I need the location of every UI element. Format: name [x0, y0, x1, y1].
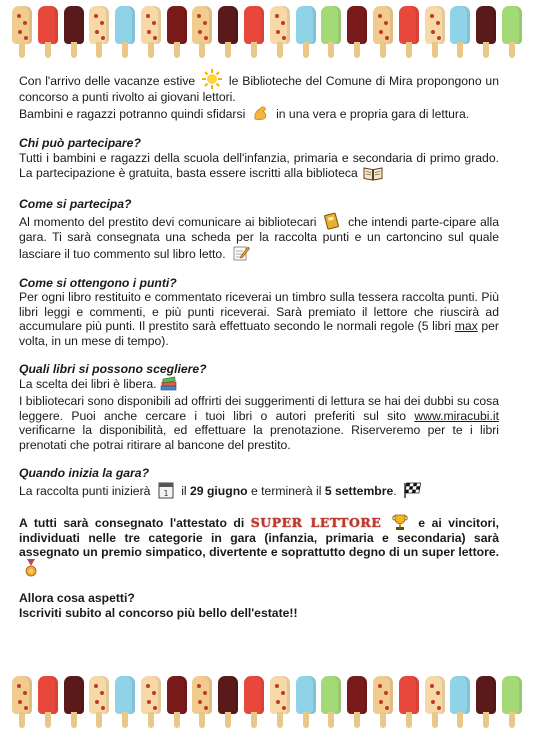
section-title-when: Quando inizia la gara? — [19, 466, 150, 481]
calendar-icon — [156, 481, 176, 499]
popsicle — [115, 676, 135, 730]
section-title-books: Quali libri si possono scegliere? — [19, 362, 207, 377]
popsicle — [218, 6, 238, 60]
section-how — [19, 212, 499, 262]
popsicle — [167, 6, 187, 60]
section-points-text-2: per volta, in un mese di tempo). — [19, 319, 499, 348]
flyer-body — [19, 68, 499, 620]
intro-paragraph-2 — [19, 104, 499, 122]
popsicle — [141, 6, 161, 60]
section-books — [19, 394, 499, 452]
section-when-text-1: La raccolta punti inizierà — [19, 483, 151, 498]
section-when-text-3: e terminerà il — [250, 483, 322, 498]
section-books-text-3: verificarne la disponibilità, ed effettuare la prenotazione. Riserveremo per te i libri prenotati che potrai ritirare al bancone del prestito. — [19, 423, 499, 452]
popsicle — [270, 676, 290, 730]
popsicle — [399, 6, 419, 60]
popsicle — [425, 676, 445, 730]
miracubi-link[interactable]: www.miracubi.it — [414, 408, 499, 423]
books-stack-icon — [159, 376, 179, 394]
popsicle — [347, 676, 367, 730]
chequered-flag-icon — [402, 481, 422, 499]
popsicle — [502, 676, 522, 730]
end-date: 5 settembre — [324, 483, 394, 498]
section-title-points: Come si ottengono i punti? — [19, 276, 177, 291]
popsicle-border-top — [12, 6, 522, 60]
popsicle — [192, 676, 212, 730]
popsicle — [450, 676, 470, 730]
section-title-who: Chi può partecipare? — [19, 136, 141, 151]
section-how-text-1: Al momento del prestito devi comunicare ai bibliotecari — [19, 214, 317, 229]
memo-icon — [231, 244, 251, 262]
open-book-icon — [363, 165, 383, 183]
start-date: 29 giugno — [190, 483, 248, 498]
popsicle — [244, 6, 264, 60]
super-lettore-title: SUPER LETTORE — [250, 514, 382, 530]
intro-text-3: Bambini e ragazzi potranno quindi sfidarsi — [19, 107, 246, 122]
popsicle-border-bottom — [12, 676, 522, 730]
notebook-icon — [322, 212, 342, 230]
popsicle — [64, 676, 84, 730]
popsicle — [141, 676, 161, 730]
popsicle — [12, 6, 32, 60]
popsicle — [296, 6, 316, 60]
intro-text-4: in una vera e propria gara di lettura. — [276, 107, 470, 122]
popsicle — [476, 676, 496, 730]
popsicle — [502, 6, 522, 60]
popsicle — [347, 6, 367, 60]
popsicle — [115, 6, 135, 60]
popsicle — [89, 6, 109, 60]
popsicle — [373, 676, 393, 730]
sun-icon — [201, 68, 223, 90]
closing-line-1: Allora cosa aspetti? — [19, 591, 135, 606]
popsicle — [38, 676, 58, 730]
section-books-text-2: I bibliotecari sono disponibili ad offrirti dei suggerimenti di lettura se hai dei dubbi su cosa leggere. Puoi anche cercare i tuoi libri o autori preferiti sul sito — [19, 394, 499, 423]
section-who-text: Tutti i bambini e ragazzi della scuola dell'infanzia, primaria e secondaria di primo grado. La partecipazione è gratuita, basta essere iscritti alla biblioteca — [19, 150, 499, 181]
section-title-how: Come si partecipa? — [19, 197, 132, 212]
popsicle — [373, 6, 393, 60]
trophy-icon — [390, 513, 410, 531]
popsicle — [399, 676, 419, 730]
section-how-text-2: che intendi parte-cipare alla gara. Ti sarà consegnata una scheda per la raccolta punti e un cartoncino sul quale lasciare il tuo commento sul libro letto. — [19, 214, 500, 262]
popsicle — [476, 6, 496, 60]
section-books-line1 — [19, 376, 499, 394]
popsicle — [218, 676, 238, 730]
award-text-2: e ai vincitori, individuati nelle tre categorie in gara (infanzia, primaria e secondaria) sarà assegnato un premio simpatico, divertente e soprattutto degno di un super lettore. — [19, 515, 500, 559]
popsicle — [192, 6, 212, 60]
intro-paragraph — [19, 68, 499, 104]
section-when-text-4: . — [393, 483, 397, 498]
popsicle — [167, 676, 187, 730]
popsicle — [450, 6, 470, 60]
intro-text-1: Con l'arrivo delle vacanze estive — [19, 74, 196, 88]
popsicle — [425, 6, 445, 60]
section-who — [19, 151, 499, 183]
section-when — [19, 481, 499, 499]
popsicle — [12, 676, 32, 730]
popsicle — [244, 676, 264, 730]
popsicle — [321, 676, 341, 730]
popsicle — [321, 6, 341, 60]
popsicle — [38, 6, 58, 60]
section-books-text-1: La scelta dei libri è libera. — [19, 377, 157, 392]
medal-icon — [21, 559, 41, 577]
popsicle — [89, 676, 109, 730]
section-when-text-2: il — [181, 483, 187, 498]
max-word: max — [454, 319, 478, 334]
award-paragraph — [19, 513, 499, 578]
popsicle — [296, 676, 316, 730]
intro-text-2: le Biblioteche del Comune di Mira propongono un concorso a punti rivolto ai giovani lettori. — [19, 74, 499, 104]
svg-text:1: 1 — [163, 488, 169, 498]
section-points-text-1: Per ogni libro restituito e commentato riceverai un timbro sulla tessera raccolta punti. Più libri leggi e commenti, e più punti riceverai. Sarà premiato il lettore che riuscirà ad accumulare più punti. Il prestito sarà effettuato secondo le normali regole (5 libri — [19, 290, 499, 334]
flexed-arm-icon — [251, 104, 271, 122]
popsicle — [270, 6, 290, 60]
award-text-1: A tutti sarà consegnato l'attestato di — [19, 515, 245, 530]
section-points — [19, 290, 499, 348]
popsicle — [64, 6, 84, 60]
closing-line-2: Iscriviti subito al concorso più bello dell'estate!! — [19, 605, 298, 620]
